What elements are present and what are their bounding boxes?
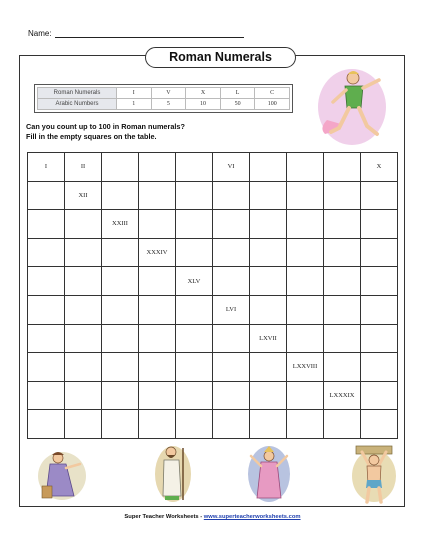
grid-cell-empty[interactable] [139,324,176,353]
grid-cell-empty[interactable] [250,267,287,296]
instructions-line-2: Fill in the empty squares on the table. [26,131,157,141]
grid-cell-empty[interactable] [176,295,213,324]
grid-cell-empty[interactable] [213,410,250,439]
grid-cell-empty[interactable] [250,181,287,210]
instructions-line-1: Can you count up to 100 in Roman numerals? [26,122,185,131]
grid-cell-empty[interactable] [28,238,65,267]
name-input-line[interactable] [55,30,244,38]
grid-cell-empty[interactable] [361,295,398,324]
grid-cell-empty[interactable] [361,267,398,296]
reference-arabic-label: Arabic Numbers [38,99,117,110]
grid-cell-empty[interactable] [176,238,213,267]
reference-roman-cell: C [255,88,290,99]
runner-illustration [311,62,393,148]
grid-cell-empty[interactable] [361,181,398,210]
grid-cell-empty[interactable] [324,353,361,382]
atlas-illustration [350,444,398,504]
grid-cell-filled: X [361,153,398,182]
grid-cell-empty[interactable] [65,353,102,382]
footer-separator: - [198,514,204,520]
grid-row [28,410,398,439]
grid-cell-empty[interactable] [287,181,324,210]
bearded-man-illustration [153,442,193,504]
reference-roman-cell: X [186,88,221,99]
grid-row [28,295,398,324]
grid-cell-empty[interactable] [65,267,102,296]
grid-cell-empty[interactable] [213,267,250,296]
reference-arabic-cell: 10 [186,99,221,110]
instructions [26,122,185,141]
grid-cell-filled: VI [213,153,250,182]
grid-cell-empty[interactable] [102,324,139,353]
grid-cell-empty[interactable] [176,210,213,239]
grid-cell-empty[interactable] [324,153,361,182]
grid-cell-empty[interactable] [102,153,139,182]
grid-cell-empty[interactable] [361,238,398,267]
grid-cell-filled: LXXVIII [287,353,324,382]
grid-cell-empty[interactable] [287,238,324,267]
grid-row [28,267,398,296]
grid-cell-empty[interactable] [102,181,139,210]
grid-cell-empty[interactable] [250,295,287,324]
grid-cell-empty[interactable] [287,324,324,353]
grid-cell-empty[interactable] [287,210,324,239]
reference-arabic-cell: 50 [220,99,255,110]
grid-cell-empty[interactable] [361,381,398,410]
grid-row [28,153,398,182]
numeral-grid [27,152,398,439]
grid-cell-filled: I [28,153,65,182]
grid-cell-empty[interactable] [361,210,398,239]
grid-row [28,324,398,353]
grid-cell-empty[interactable] [250,381,287,410]
footer-brand: Super Teacher Worksheets [124,514,199,520]
grid-cell-empty[interactable] [176,353,213,382]
grid-cell-empty[interactable] [102,381,139,410]
grid-cell-empty[interactable] [28,410,65,439]
grid-cell-empty[interactable] [102,353,139,382]
grid-cell-empty[interactable] [102,238,139,267]
grid-cell-empty[interactable] [139,210,176,239]
grid-row [28,238,398,267]
grid-cell-empty[interactable] [28,381,65,410]
grid-cell-empty[interactable] [28,210,65,239]
grid-cell-empty[interactable] [250,238,287,267]
grid-cell-empty[interactable] [361,324,398,353]
grid-cell-empty[interactable] [139,381,176,410]
page-title: Roman Numerals [145,47,296,68]
grid-cell-empty[interactable] [324,238,361,267]
grid-cell-filled: XII [65,181,102,210]
grid-cell-empty[interactable] [65,238,102,267]
grid-row [28,181,398,210]
grid-cell-empty[interactable] [102,295,139,324]
grid-cell-empty[interactable] [287,410,324,439]
grid-cell-empty[interactable] [28,267,65,296]
grid-cell-empty[interactable] [324,210,361,239]
grid-cell-empty[interactable] [213,324,250,353]
reference-roman-cell: I [117,88,152,99]
grid-cell-empty[interactable] [102,267,139,296]
grid-row [28,381,398,410]
grid-cell-empty[interactable] [287,381,324,410]
grid-cell-empty[interactable] [28,324,65,353]
seated-woman-illustration [36,446,88,502]
grid-cell-empty[interactable] [213,238,250,267]
grid-cell-filled: LXVII [250,324,287,353]
grid-cell-filled: XXXIV [139,238,176,267]
grid-cell-empty[interactable] [28,353,65,382]
reference-arabic-cell: 5 [151,99,186,110]
grid-cell-empty[interactable] [324,410,361,439]
reference-roman-label: Roman Numerals [38,88,117,99]
grid-cell-empty[interactable] [65,324,102,353]
grid-cell-empty[interactable] [139,295,176,324]
name-label: Name: [28,29,52,38]
reference-arabic-cell: 1 [117,99,152,110]
grid-cell-empty[interactable] [250,153,287,182]
grid-cell-empty[interactable] [28,181,65,210]
grid-cell-empty[interactable] [324,181,361,210]
grid-cell-empty[interactable] [213,210,250,239]
grid-cell-empty[interactable] [361,410,398,439]
grid-cell-empty[interactable] [139,181,176,210]
grid-cell-empty[interactable] [139,410,176,439]
grid-cell-empty[interactable] [213,381,250,410]
name-row [28,29,244,38]
grid-cell-empty[interactable] [287,295,324,324]
grid-cell-filled: II [65,153,102,182]
grid-row [28,353,398,382]
grid-cell-empty[interactable] [176,410,213,439]
grid-row [28,210,398,239]
footer-url-link[interactable]: www.superteacherworksheets.com [203,514,301,520]
grid-cell-empty[interactable] [213,181,250,210]
grid-cell-empty[interactable] [176,381,213,410]
footer [0,514,425,520]
grid-cell-empty[interactable] [65,410,102,439]
grid-cell-empty[interactable] [287,153,324,182]
grid-cell-empty[interactable] [139,267,176,296]
grid-cell-empty[interactable] [65,295,102,324]
priestess-illustration [247,444,291,504]
grid-cell-empty[interactable] [139,153,176,182]
grid-cell-empty[interactable] [139,353,176,382]
grid-cell-filled: LVI [213,295,250,324]
grid-cell-empty[interactable] [324,267,361,296]
reference-arabic-row [38,99,290,110]
reference-roman-row [38,88,290,99]
grid-cell-filled: XLV [176,267,213,296]
grid-cell-empty[interactable] [361,353,398,382]
grid-cell-empty[interactable] [65,210,102,239]
grid-cell-filled: XXIII [102,210,139,239]
grid-cell-empty[interactable] [213,353,250,382]
grid-cell-empty[interactable] [250,353,287,382]
grid-cell-filled: LXXXIX [324,381,361,410]
grid-cell-empty[interactable] [324,295,361,324]
grid-cell-empty[interactable] [102,410,139,439]
grid-cell-empty[interactable] [28,295,65,324]
grid-cell-empty[interactable] [176,324,213,353]
grid-cell-empty[interactable] [250,410,287,439]
grid-cell-empty[interactable] [250,210,287,239]
reference-arabic-cell: 100 [255,99,290,110]
reference-table [34,84,293,113]
grid-cell-empty[interactable] [287,267,324,296]
grid-cell-empty[interactable] [176,153,213,182]
reference-roman-cell: L [220,88,255,99]
reference-roman-cell: V [151,88,186,99]
grid-cell-empty[interactable] [324,324,361,353]
grid-cell-empty[interactable] [176,181,213,210]
grid-cell-empty[interactable] [65,381,102,410]
